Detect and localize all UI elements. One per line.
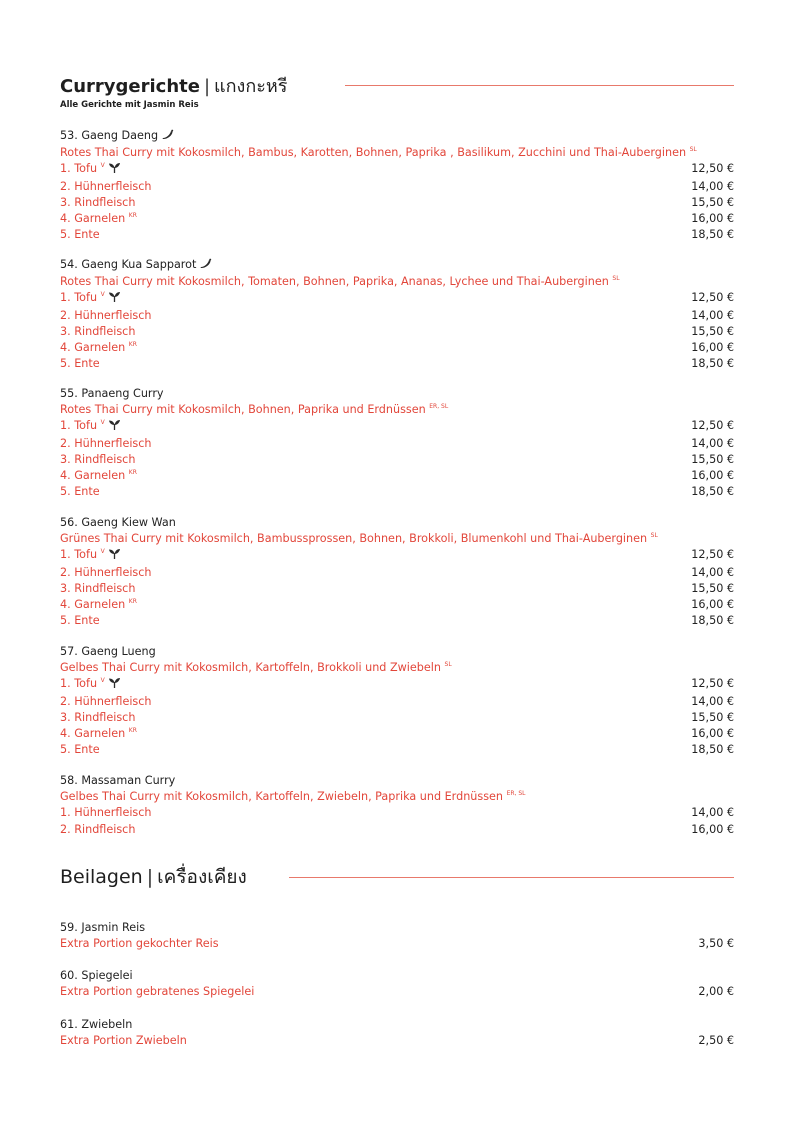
price: 14,00 € <box>691 565 734 579</box>
side-item <box>60 968 734 1000</box>
price: 16,00 € <box>691 212 734 226</box>
price-row <box>60 1033 734 1049</box>
price-row <box>60 211 734 227</box>
price: 15,50 € <box>691 581 734 595</box>
price: 15,50 € <box>691 710 734 724</box>
side-description: Extra Portion Zwiebeln <box>60 1034 187 1048</box>
option-label <box>60 822 135 838</box>
price-row <box>60 742 734 758</box>
allergen-codes: SL <box>650 532 658 540</box>
section-title-text: Beilagen <box>60 866 143 888</box>
dish-name <box>60 515 734 531</box>
chili-icon <box>161 129 174 145</box>
price: 14,00 € <box>691 806 734 820</box>
option-label <box>60 805 152 821</box>
price-row <box>60 195 734 211</box>
price: 15,50 € <box>691 324 734 338</box>
option-label <box>60 547 121 564</box>
price-row <box>60 340 734 356</box>
option-name: 3. Rindfleisch <box>60 452 136 466</box>
title-separator: | <box>146 866 154 888</box>
chili-icon <box>199 258 212 274</box>
dish-description <box>60 145 734 161</box>
price: 12,50 € <box>691 548 734 562</box>
dish-name-text: 53. Gaeng Daeng <box>60 129 159 142</box>
section-title-thai: เครื่องเคียง <box>157 866 247 888</box>
allergen-codes: SL <box>444 661 452 669</box>
dish-name-text: 54. Gaeng Kua Sapparot <box>60 258 197 271</box>
option-label <box>60 597 137 613</box>
section-title-thai: แกงกะหรี <box>214 75 288 97</box>
title-separator: | <box>203 75 211 97</box>
price: 2,50 € <box>698 1034 734 1048</box>
price-row <box>60 565 734 581</box>
option-label <box>60 308 152 324</box>
option-name: 5. Ente <box>60 743 100 757</box>
option-label <box>60 484 100 500</box>
price-row <box>60 581 734 597</box>
option-label <box>60 161 121 178</box>
description-text: Grünes Thai Curry mit Kokosmilch, Bambussprossen, Bohnen, Brokkoli, Blumenkohl und Thai-Auberginen <box>60 532 648 546</box>
option-label <box>60 565 152 581</box>
description-text: Rotes Thai Curry mit Kokosmilch, Bambus, Karotten, Bohnen, Paprika , Basilikum, Zucchini und Thai-Auberginen <box>60 146 687 160</box>
dish-name-text: 56. Gaeng Kiew Wan <box>60 516 176 529</box>
option-code: KR <box>128 212 137 220</box>
option-name: 1. Hühnerfleisch <box>60 806 152 820</box>
option-label <box>60 726 137 742</box>
sides-section-header <box>60 862 734 892</box>
dish-description <box>60 660 734 676</box>
dish-name <box>60 257 734 274</box>
option-label <box>60 195 135 211</box>
option-label <box>60 227 100 243</box>
price: 3,50 € <box>698 937 734 951</box>
option-label <box>60 452 135 468</box>
dish-name <box>60 128 734 145</box>
option-name: 2. Hühnerfleisch <box>60 179 152 193</box>
price-row <box>60 356 734 372</box>
section-title <box>60 862 247 892</box>
curry-section-header <box>60 70 734 110</box>
allergen-codes: SL <box>689 146 697 154</box>
option-name: 3. Rindfleisch <box>60 710 136 724</box>
option-name: 4. Garnelen <box>60 727 126 741</box>
dish-name <box>60 644 734 660</box>
option-label <box>60 436 152 452</box>
price: 12,50 € <box>691 419 734 433</box>
menu-item <box>60 644 734 758</box>
option-name: 1. Tofu <box>60 162 98 176</box>
option-label <box>60 613 100 629</box>
option-name: 2. Rindfleisch <box>60 822 136 836</box>
dish-description <box>60 402 734 418</box>
option-label <box>60 179 152 195</box>
price: 15,50 € <box>691 452 734 466</box>
vegan-leaf-icon <box>108 419 121 435</box>
option-code: V <box>100 548 105 556</box>
description-text: Gelbes Thai Curry mit Kokosmilch, Kartoffeln, Zwiebeln, Paprika und Erdnüssen <box>60 790 504 804</box>
option-name: 1. Tofu <box>60 548 98 562</box>
dish-name-text: 55. Panaeng Curry <box>60 387 164 400</box>
price-row <box>60 694 734 710</box>
dish-description <box>60 789 734 805</box>
price-row <box>60 984 734 1000</box>
option-name: 2. Hühnerfleisch <box>60 436 152 450</box>
vegan-leaf-icon <box>108 162 121 178</box>
option-label <box>60 710 135 726</box>
dish-description <box>60 531 734 547</box>
menu-item <box>60 386 734 500</box>
price: 18,50 € <box>691 485 734 499</box>
price: 18,50 € <box>691 228 734 242</box>
option-name: 3. Rindfleisch <box>60 581 136 595</box>
side-description: Extra Portion gekochter Reis <box>60 937 219 951</box>
vegan-leaf-icon <box>108 677 121 693</box>
description-text: Gelbes Thai Curry mit Kokosmilch, Kartoffeln, Brokkoli und Zwiebeln <box>60 661 441 675</box>
price: 15,50 € <box>691 195 734 209</box>
price: 16,00 € <box>691 727 734 741</box>
price-row <box>60 468 734 484</box>
price-row <box>60 290 734 307</box>
section-subtitle: Alle Gerichte mit Jasmin Reis <box>60 100 199 110</box>
price: 12,50 € <box>691 677 734 691</box>
price-row <box>60 936 734 952</box>
option-name: 2. Hühnerfleisch <box>60 694 152 708</box>
option-name: 4. Garnelen <box>60 598 126 612</box>
dish-description <box>60 274 734 290</box>
option-name: 3. Rindfleisch <box>60 195 136 209</box>
option-name: 1. Tofu <box>60 291 98 305</box>
section-title <box>60 71 287 100</box>
vegan-leaf-icon <box>108 548 121 564</box>
option-label <box>60 676 121 693</box>
price: 16,00 € <box>691 598 734 612</box>
allergen-codes: ER, SL <box>506 790 526 798</box>
dish-name <box>60 386 734 402</box>
price: 14,00 € <box>691 308 734 322</box>
side-item <box>60 1017 734 1049</box>
option-code: V <box>100 162 105 170</box>
dish-name-text: 58. Massaman Curry <box>60 774 176 787</box>
price: 18,50 € <box>691 614 734 628</box>
option-label <box>60 324 135 340</box>
option-name: 5. Ente <box>60 228 100 242</box>
price: 12,50 € <box>691 162 734 176</box>
option-code: KR <box>128 727 137 735</box>
price: 14,00 € <box>691 179 734 193</box>
option-label <box>60 418 121 435</box>
option-label <box>60 468 137 484</box>
option-code: KR <box>128 469 137 477</box>
price-row <box>60 452 734 468</box>
price: 14,00 € <box>691 694 734 708</box>
option-code: V <box>100 677 105 685</box>
allergen-codes: ER, SL <box>429 403 449 411</box>
option-label <box>60 211 137 227</box>
option-name: 1. Tofu <box>60 677 98 691</box>
menu-item <box>60 773 734 838</box>
dish-name <box>60 773 734 789</box>
option-label <box>60 581 135 597</box>
price-row <box>60 161 734 178</box>
price-row <box>60 436 734 452</box>
price-row <box>60 822 734 838</box>
section-divider <box>289 877 734 878</box>
price-row <box>60 710 734 726</box>
price-row <box>60 324 734 340</box>
price: 16,00 € <box>691 341 734 355</box>
dish-name-text: 57. Gaeng Lueng <box>60 645 156 658</box>
option-code: V <box>100 419 105 427</box>
price: 16,00 € <box>691 469 734 483</box>
option-label <box>60 694 152 710</box>
option-name: 1. Tofu <box>60 419 98 433</box>
price-row <box>60 418 734 435</box>
section-title-text: Currygerichte <box>60 75 200 97</box>
price-row <box>60 726 734 742</box>
side-name: 61. Zwiebeln <box>60 1018 133 1031</box>
option-label <box>60 340 137 356</box>
side-name: 60. Spiegelei <box>60 969 133 982</box>
price-row <box>60 676 734 693</box>
price: 12,50 € <box>691 291 734 305</box>
option-name: 5. Ente <box>60 357 100 371</box>
vegan-leaf-icon <box>108 291 121 307</box>
price: 2,00 € <box>698 985 734 999</box>
option-label <box>60 356 100 372</box>
price-row <box>60 597 734 613</box>
section-divider <box>345 85 734 86</box>
option-name: 4. Garnelen <box>60 341 126 355</box>
option-code: KR <box>128 341 137 349</box>
option-name: 5. Ente <box>60 614 100 628</box>
side-name: 59. Jasmin Reis <box>60 921 146 934</box>
option-code: KR <box>128 598 137 606</box>
option-name: 4. Garnelen <box>60 212 126 226</box>
price-row <box>60 227 734 243</box>
menu-item <box>60 515 734 629</box>
price-row <box>60 179 734 195</box>
option-name: 4. Garnelen <box>60 469 126 483</box>
price-row <box>60 547 734 564</box>
description-text: Rotes Thai Curry mit Kokosmilch, Tomaten, Bohnen, Paprika, Ananas, Lychee und Thai-Auberginen <box>60 275 609 289</box>
option-label <box>60 290 121 307</box>
price: 16,00 € <box>691 822 734 836</box>
option-name: 5. Ente <box>60 485 100 499</box>
option-name: 3. Rindfleisch <box>60 324 136 338</box>
side-item <box>60 920 734 952</box>
price-row <box>60 805 734 821</box>
price: 14,00 € <box>691 436 734 450</box>
option-name: 2. Hühnerfleisch <box>60 565 152 579</box>
side-description: Extra Portion gebratenes Spiegelei <box>60 985 255 999</box>
price: 18,50 € <box>691 357 734 371</box>
menu-item <box>60 257 734 372</box>
option-code: V <box>100 291 105 299</box>
option-label <box>60 742 100 758</box>
price-row <box>60 484 734 500</box>
price-row <box>60 308 734 324</box>
menu-item <box>60 128 734 243</box>
price: 18,50 € <box>691 743 734 757</box>
allergen-codes: SL <box>612 275 620 283</box>
description-text: Rotes Thai Curry mit Kokosmilch, Bohnen, Paprika und Erdnüssen <box>60 403 426 417</box>
option-name: 2. Hühnerfleisch <box>60 308 152 322</box>
price-row <box>60 613 734 629</box>
